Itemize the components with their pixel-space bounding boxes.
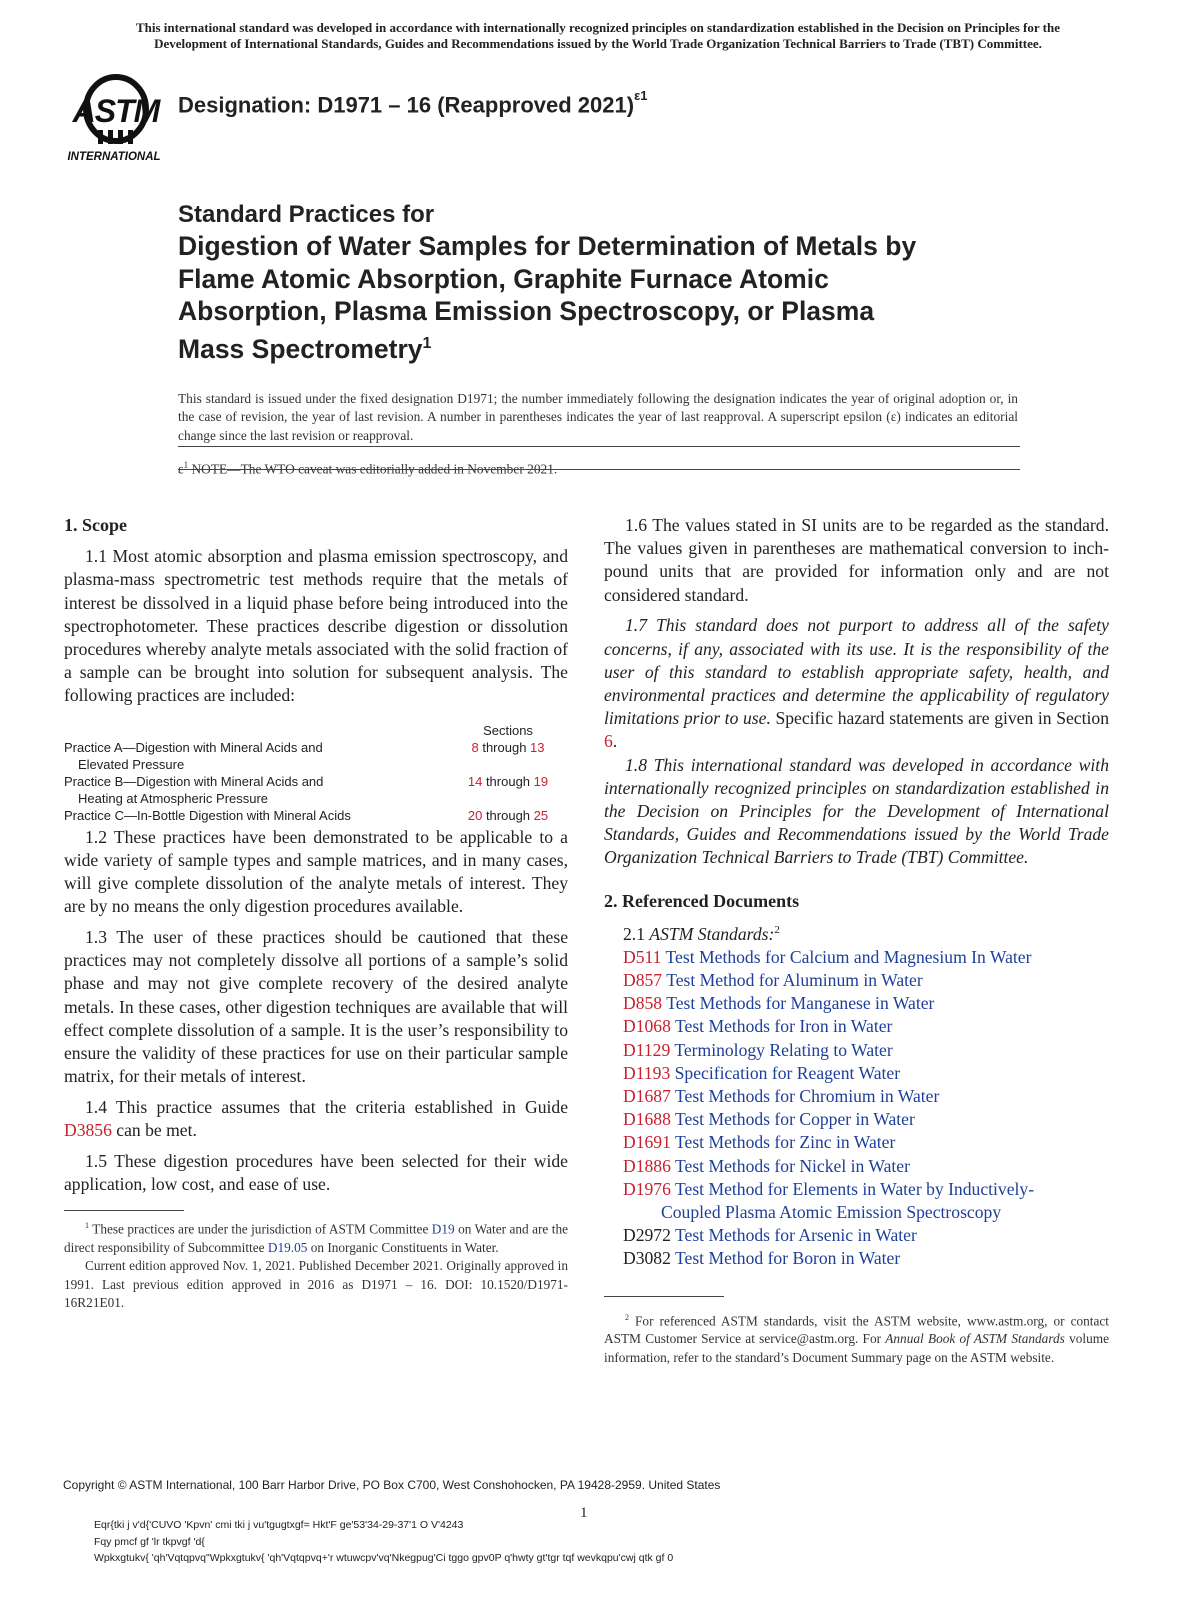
list-item [623, 1039, 1109, 1062]
license-stamp-line-1: Eqr{tki j v'd{'CUVO 'Kpvn' cmi tki j vu'tgugtxgf= Hkt'F ge'53'34-29-37'1 O V'4243 [94, 1519, 464, 1531]
section-link[interactable]: 20 [467, 807, 483, 823]
title-prefix: Standard Practices for [178, 201, 435, 228]
section-link[interactable]: 19 [533, 773, 549, 789]
license-stamp-line-3: Wpkxgtukv{ 'qh'Vqtqpvq"Wpkxgtukv{ 'qh'Vqtqpvq+'r wtuwcpv'vq'Nkegpug'Ci tggo gpv0P q'hwty gt'tgr tqf wevkqpu'cwj qtk gf 0 [94, 1552, 674, 1564]
practice-label-cont: Elevated Pressure [78, 756, 185, 772]
title-line-2: Flame Atomic Absorption, Graphite Furnace Atomic [178, 263, 829, 294]
practices-table [64, 722, 568, 824]
subcommittee-link-d19-05[interactable]: D19.05 [267, 1240, 308, 1255]
standard-link[interactable]: D1193 [623, 1062, 671, 1083]
title-footnote-mark: 1 [422, 334, 432, 352]
standard-title-link[interactable]: Test Method for Elements in Water by Inductively- [670, 1178, 1035, 1199]
logo-subtitle: INTERNATIONAL [67, 151, 161, 163]
standard-link[interactable]: D1687 [623, 1086, 671, 1107]
standard-title-link[interactable]: Coupled Plasma Atomic Emission Spectroscopy [661, 1202, 1002, 1223]
standard-title-link[interactable]: Test Methods for Zinc in Water [670, 1132, 896, 1153]
paragraph-1-1: 1.1 Most atomic absorption and plasma emission spectroscopy, and plasma-mass spectrometric test methods require that the metals of interest be dissolved in a liquid phase before being introduced into the spectrophotometer. These practices describe digestion or dissolution procedures whereby analyte metals associated with the solid fraction of a sample can be brought into solution for subsequent analysis. The following practices are included: [64, 546, 568, 706]
right-column [604, 514, 1109, 1367]
footnote-2: $^2$ For referenced ASTM standards, visit the ASTM website, www.astm.org, or contact ASTM Customer Service at service@astm.org. For Annual Book of ASTM Standards volume information, refer to the standard’s Document Summary page on the ASTM website. [604, 1312, 1109, 1365]
epsilon-symbol: ε [178, 461, 184, 477]
footnote-divider [64, 1210, 184, 1211]
guide-link-d3856[interactable]: D3856 [64, 1120, 112, 1141]
epsilon-note-text: NOTE—The WTO caveat was editorially added in November 2021. [188, 461, 558, 477]
issuance-notice: This standard is issued under the fixed designation D1971; the number immediately following the designation indicates the year of original adoption or, in the case of revision, the year of last revision. A number in parentheses indicates the year of last reapproval. A superscript epsilon (ε) indicates an editorial change since the last revision or reapproval. [178, 391, 1018, 443]
footnote-1: $^1$ These practices are under the jurisdiction of ASTM Committee D19 on Water and are the direct responsibility of Subcommittee D19.05 on Inorganic Constituents in Water. [64, 1221, 568, 1255]
paragraph-1-8: 1.8 This international standard was developed in accordance with internationally recognized principles on standardization established in the Decision on Principles for the Development of International Standards, Guides and Recommendations issued by the World Trade Organization Technical Barriers to Trade (TBT) Committee. [604, 754, 1109, 868]
list-item [623, 946, 1109, 969]
logo-wordmark: ASTM [72, 93, 160, 129]
page-number: 1 [580, 1505, 588, 1521]
wto-header [60, 20, 1136, 52]
designation-text: Designation: D1971 – 16 (Reapproved 2021) [178, 92, 635, 118]
list-item [623, 1178, 1109, 1201]
practice-row-c: Practice C—In-Bottle Digestion with Mineral Acids 20 through 25 [64, 807, 549, 823]
standard-link[interactable]: D1976 [623, 1178, 671, 1199]
epsilon-sup: 1 [183, 460, 189, 470]
section-link[interactable]: 8 [471, 739, 479, 755]
list-item [623, 1108, 1109, 1131]
standard-title-link[interactable]: Test Method for Boron in Water [670, 1248, 901, 1269]
practice-label: Practice B—Digestion with Mineral Acids and [64, 773, 324, 789]
committee-link-d19[interactable]: D19 [431, 1221, 455, 1237]
standard-link[interactable]: D1068 [623, 1016, 671, 1037]
paragraph-1-3: 1.3 The user of these practices should be cautioned that these practices may not completely dissolve all portions of a sample’s solid phase and may not give complete recovery of the desired analyte metals. In these cases, other digestion techniques are available that will effect complete dissolution of a sample. It is the user’s responsibility to ensure the validity of these practices for use on their particular sample matrix, for their metals of interest. [64, 926, 568, 1087]
standard-code: D2972 [623, 1225, 671, 1246]
standard-link[interactable]: D1691 [623, 1132, 671, 1153]
list-item [623, 1085, 1109, 1108]
wto-header-line-2: Development of International Standards, Guides and Recommendations issued by the World Trade Organization Technical Barriers to Trade (TBT) Committee. [154, 36, 1042, 51]
list-item-continuation [623, 1201, 1109, 1224]
standard-title-link[interactable]: Test Method for Aluminum in Water [662, 970, 923, 991]
footnote-edition: Current edition approved Nov. 1, 2021. Published December 2021. Originally approved in 1991. Last previous edition approved in 2016 as D1971 – 16. DOI: 10.1520/D1971-16R21E01. [64, 1258, 568, 1311]
astm-standards-subheading: 2.1 ASTM Standards:$^2$ [623, 923, 780, 944]
license-stamp [94, 1517, 673, 1567]
practice-label: Practice A—Digestion with Mineral Acids and [64, 739, 323, 755]
list-item [623, 1015, 1109, 1038]
section-link[interactable]: 13 [530, 739, 545, 755]
standard-title-link[interactable]: Test Methods for Chromium in Water [670, 1086, 940, 1107]
standard-link[interactable]: D1886 [623, 1155, 671, 1176]
practice-row-b: Practice B—Digestion with Mineral Acids and Heating at Atmospheric Pressure 14 through 19 [64, 773, 549, 806]
astm-logo [64, 72, 166, 168]
section-link-6[interactable]: 6 [604, 731, 613, 752]
section-link[interactable]: 14 [467, 773, 483, 789]
practice-label: Practice C—In-Bottle Digestion with Mineral Acids [64, 807, 351, 823]
section-heading-referenced-documents: 2. Referenced Documents [604, 890, 800, 911]
wto-header-line-1: This international standard was developed in accordance with internationally recognized principles on standardization established in the Decision on Principles for the [135, 20, 1060, 35]
section-heading-scope: 1. Scope [64, 515, 127, 535]
standard-title-link[interactable]: Test Methods for Nickel in Water [670, 1155, 910, 1176]
title-line-4-text: Mass Spectrometry [178, 333, 423, 364]
logo-bar [128, 130, 133, 144]
standard-link[interactable]: D1129 [623, 1039, 671, 1060]
title-line-4 [178, 328, 1038, 365]
list-item [623, 1224, 1109, 1247]
paragraph-1-7: 1.7 This standard does not purport to address all of the safety concerns, if any, associated with its use. It is the responsibility of the user of this standard to establish appropriate safety, health, and environmental practices and determine the applicability of regulatory limitations prior to use. Specific hazard statements are given in Section 6. [604, 615, 1109, 752]
standard-link[interactable]: D511 [623, 946, 662, 967]
standard-link[interactable]: D857 [623, 970, 663, 991]
divider [178, 446, 1020, 447]
copyright-notice: Copyright © ASTM International, 100 Barr Harbor Drive, PO Box C700, West Conshohocken, PA 19428-2959. United States [63, 1478, 721, 1492]
list-item [623, 1062, 1109, 1085]
list-item [623, 1131, 1109, 1154]
paragraph-1-5: 1.5 These digestion procedures have been selected for their wide application, low cost, and ease of use. [64, 1150, 568, 1194]
standard-title-link[interactable]: Test Methods for Iron in Water [670, 1016, 893, 1037]
standard-code: D3082 [623, 1248, 671, 1269]
logo-bar [108, 130, 113, 144]
standard-link[interactable]: D1688 [623, 1109, 671, 1130]
standard-title-link[interactable]: Terminology Relating to Water [670, 1039, 893, 1060]
paragraph-1-4: 1.4 This practice assumes that the criteria established in Guide D3856 can be met. [64, 1096, 568, 1141]
divider [178, 469, 1020, 470]
list-item [623, 1247, 1109, 1270]
list-item [623, 992, 1109, 1015]
paragraph-1-2: 1.2 These practices have been demonstrated to be applicable to a wide variety of sample types and sample matrices, and in many cases, will give complete dissolution of the analyte metals of interest. They are by no means the only digestion procedures available. [64, 826, 568, 917]
left-column [64, 514, 568, 1313]
designation [178, 88, 648, 118]
list-item [623, 1155, 1109, 1178]
logo-bar [118, 130, 123, 144]
sections-header: Sections [483, 722, 533, 738]
list-item [623, 969, 1109, 992]
standard-title-link[interactable]: Test Methods for Copper in Water [670, 1109, 915, 1130]
license-stamp-line-2: Fqy pmcf gf 'lr tkpvgf 'd{ [94, 1535, 205, 1548]
standard-title-link[interactable]: Test Methods for Calcium and Magnesium In Water [661, 946, 1032, 967]
document-title [178, 200, 1038, 365]
standard-link[interactable]: D858 [623, 993, 663, 1014]
standard-title-link[interactable]: Specification for Reagent Water [670, 1062, 901, 1083]
referenced-standards-list [604, 946, 1109, 1271]
title-line-1: Digestion of Water Samples for Determination of Metals by [178, 231, 917, 261]
designation-epsilon: ε1 [634, 88, 648, 103]
paragraph-1-6: 1.6 The values stated in SI units are to be regarded as the standard. The values given in parentheses are mathematical conversion to inch-pound units that are provided for information only and are not considered standard. [604, 515, 1109, 605]
standard-title-link[interactable]: Test Methods for Manganese in Water [662, 993, 935, 1014]
practice-label-cont: Heating at Atmospheric Pressure [78, 790, 269, 806]
practice-row-a: Practice A—Digestion with Mineral Acids and Elevated Pressure 8 through 13 [64, 739, 545, 772]
logo-bar [98, 130, 103, 144]
title-line-3: Absorption, Plasma Emission Spectroscopy, or Plasma [178, 296, 875, 326]
section-link[interactable]: 25 [533, 807, 549, 823]
footnote-divider [604, 1296, 724, 1297]
standard-title-link[interactable]: Test Methods for Arsenic in Water [670, 1225, 917, 1246]
